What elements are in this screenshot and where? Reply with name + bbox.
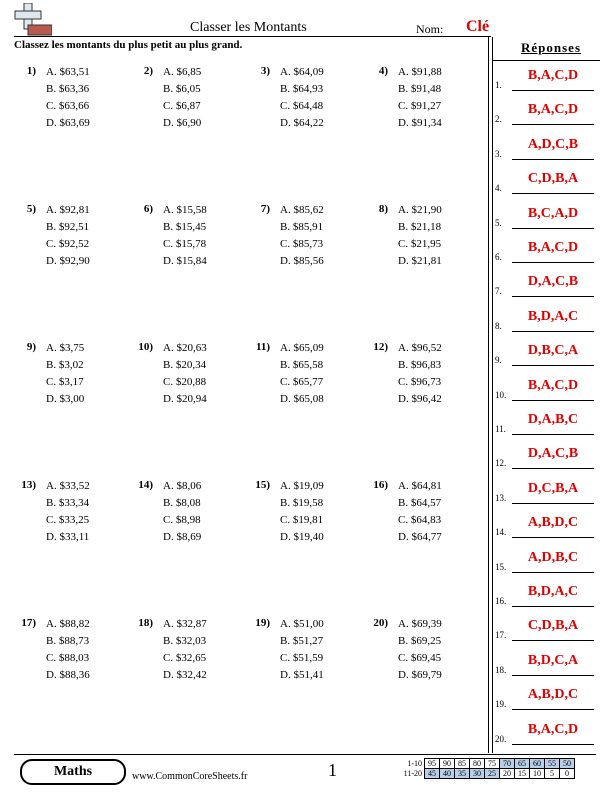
answer-value: B,A,C,D <box>527 377 579 393</box>
answer-value: B,A,C,D <box>527 721 579 737</box>
problem-option: C. $32,65 <box>163 652 207 664</box>
problem-number: 3) <box>260 65 270 77</box>
problem-option: A. $6,85 <box>163 66 202 78</box>
score-cell: 70 <box>500 759 515 769</box>
problem-option: C. $69,45 <box>398 652 442 664</box>
problem-option: D. $32,42 <box>163 669 207 681</box>
problem-option: B. $69,25 <box>398 635 442 647</box>
problem-option: A. $91,88 <box>398 66 442 78</box>
answer-line <box>512 537 594 538</box>
problem-option: A. $65,09 <box>280 342 324 354</box>
problem-option: D. $15,84 <box>163 255 207 267</box>
problem-option: D. $64,77 <box>398 531 442 543</box>
score-cell: 10 <box>530 769 545 779</box>
score-cell: 85 <box>455 759 470 769</box>
score-row-label: 11-20 <box>403 769 422 778</box>
problem-option: B. $8,08 <box>163 497 201 509</box>
score-cell: 60 <box>530 759 545 769</box>
problem-option: C. $91,27 <box>398 100 442 112</box>
problem-number: 11) <box>255 341 270 353</box>
problem-option: B. $33,34 <box>46 497 90 509</box>
problem-option: B. $64,93 <box>280 83 324 95</box>
footer-url: www.CommonCoreSheets.fr <box>132 771 248 782</box>
name-label: Nom: <box>416 22 444 36</box>
problem-option: C. $33,25 <box>46 514 90 526</box>
answer-number: 11. <box>495 424 506 434</box>
page-number: 1 <box>328 760 337 780</box>
answer-value: B,A,C,D <box>527 240 579 255</box>
answer-number: 1. <box>495 80 502 90</box>
answer-value: B,D,C,A <box>527 652 579 668</box>
score-cell: 15 <box>515 769 530 779</box>
score-cell: 80 <box>470 759 485 769</box>
problem-option: B. $92,51 <box>46 221 90 233</box>
problem-number: 7) <box>260 203 270 215</box>
answer-value: D,A,B,C <box>527 412 579 427</box>
problem-option: B. $85,91 <box>280 221 324 233</box>
problem-option: D. $19,40 <box>280 531 324 543</box>
problem-option: A. $64,81 <box>398 480 442 492</box>
answer-number: 8. <box>495 320 502 331</box>
answer-value: B,D,A,C <box>527 308 579 324</box>
score-table <box>392 758 575 779</box>
problem-option: D. $20,94 <box>163 393 207 405</box>
problem-option: A. $15,58 <box>163 204 207 216</box>
problem-option: B. $51,27 <box>280 635 324 647</box>
problem-option: D. $21,81 <box>398 255 442 267</box>
problem-option: B. $91,48 <box>398 83 442 95</box>
score-cell: 90 <box>440 759 455 769</box>
problem-option: A. $85,62 <box>280 204 324 216</box>
score-cell: 75 <box>485 759 500 769</box>
answer-value: A,D,B,C <box>527 549 579 565</box>
answer-line <box>512 606 594 607</box>
problem-number: 8) <box>378 203 388 215</box>
problem-option: D. $8,69 <box>163 531 202 543</box>
problem-number: 5) <box>26 203 36 215</box>
answer-number: 7. <box>495 286 502 297</box>
problem-option: C. $65,77 <box>280 376 324 388</box>
problem-option: C. $3,17 <box>46 376 84 388</box>
problem-number: 2) <box>143 65 153 77</box>
answer-number: 13. <box>495 492 507 503</box>
problem-option: C. $64,48 <box>280 100 324 112</box>
problem-option: B. $63,36 <box>46 83 90 95</box>
problem-option: D. $69,79 <box>398 669 442 681</box>
problem-option: A. $69,39 <box>398 618 442 630</box>
problem-option: B. $64,57 <box>398 497 442 509</box>
score-cell: 65 <box>515 759 530 769</box>
score-cell: 5 <box>545 769 560 779</box>
problem-option: B. $21,18 <box>398 221 442 233</box>
answer-line <box>512 228 594 229</box>
problem-option: C. $64,83 <box>398 514 442 526</box>
problem-option: D. $51,41 <box>280 669 324 681</box>
problem-option: D. $65,08 <box>280 393 324 405</box>
worksheet-title: Classer les Montants <box>190 20 307 35</box>
answer-value: A,B,D,C <box>527 515 579 531</box>
score-cell: 25 <box>485 769 500 779</box>
answer-number: 4. <box>495 183 502 194</box>
problem-option: C. $21,95 <box>398 238 442 250</box>
answer-number: 6. <box>495 252 502 262</box>
problem-option: A. $20,63 <box>163 342 207 354</box>
score-cell: 50 <box>560 759 575 769</box>
answer-value: A,D,C,B <box>527 136 579 152</box>
problem-option: C. $6,87 <box>163 100 201 112</box>
answer-line <box>512 400 594 401</box>
problem-number: 12) <box>373 341 388 353</box>
problem-number: 20) <box>373 617 388 629</box>
problem-option: A. $63,51 <box>46 66 90 78</box>
score-cell: 40 <box>440 769 455 779</box>
answer-line <box>512 159 594 160</box>
answer-number: 17. <box>495 630 507 641</box>
problem-option: D. $6,90 <box>163 117 202 129</box>
problem-option: D. $92,90 <box>46 255 90 267</box>
problem-option: D. $63,69 <box>46 117 90 129</box>
subject-badge: Maths <box>20 759 126 785</box>
problem-number: 18) <box>138 617 153 629</box>
problem-option: D. $33,11 <box>46 531 90 543</box>
problem-option: C. $51,59 <box>280 652 324 664</box>
score-row <box>392 759 575 769</box>
problem-number: 15) <box>255 479 270 491</box>
score-cell: 95 <box>425 759 440 769</box>
problem-option: B. $32,03 <box>163 635 207 647</box>
problem-option: D. $91,34 <box>398 117 442 129</box>
problem-number: 9) <box>26 341 36 353</box>
score-cell: 0 <box>560 769 575 779</box>
answer-line <box>512 434 594 435</box>
problem-option: A. $88,82 <box>46 618 90 630</box>
answer-value: B,D,A,C <box>527 584 579 599</box>
problem-number: 17) <box>21 617 36 629</box>
problem-option: B. $19,58 <box>280 497 324 509</box>
answers-title: Réponses <box>521 40 582 55</box>
problem-option: C. $88,03 <box>46 652 90 664</box>
answer-value: D,B,C,A <box>527 343 579 359</box>
problem-option: C. $85,73 <box>280 238 324 250</box>
answer-line <box>512 124 594 125</box>
answer-number: 9. <box>495 355 502 366</box>
problem-option: D. $88,36 <box>46 669 90 681</box>
problem-option: D. $96,42 <box>398 393 442 405</box>
problem-option: A. $8,06 <box>163 480 202 492</box>
problem-option: D. $64,22 <box>280 117 324 129</box>
footer-divider <box>14 754 596 755</box>
problem-number: 6) <box>143 203 153 215</box>
problem-option: A. $96,52 <box>398 342 442 354</box>
score-cell: 55 <box>545 759 560 769</box>
answer-line <box>512 262 594 263</box>
answer-value: B,C,A,D <box>527 205 579 221</box>
answer-number: 20. <box>495 733 507 744</box>
answer-number: 14. <box>495 527 507 538</box>
problem-option: B. $65,58 <box>280 359 324 371</box>
problem-option: B. $3,02 <box>46 359 84 371</box>
problem-option: A. $32,87 <box>163 618 207 630</box>
answer-number: 5. <box>495 217 502 228</box>
problem-option: D. $85,56 <box>280 255 324 267</box>
score-cell: 35 <box>455 769 470 779</box>
problem-option: B. $6,05 <box>163 83 201 95</box>
score-cell: 30 <box>470 769 485 779</box>
answer-number: 10. <box>495 389 507 400</box>
problem-number: 19) <box>255 617 270 629</box>
column-divider <box>492 37 493 753</box>
answer-line <box>512 709 594 710</box>
score-row-label: 1-10 <box>407 759 422 768</box>
answer-line <box>512 675 594 676</box>
answer-value: D,C,B,A <box>527 480 579 496</box>
answers-title-divider <box>492 60 600 61</box>
column-divider <box>488 37 489 753</box>
problem-option: C. $8,98 <box>163 514 201 526</box>
answer-value: D,A,C,B <box>527 446 579 462</box>
problem-option: C. $19,81 <box>280 514 324 526</box>
problem-option: B. $20,34 <box>163 359 207 371</box>
problem-number: 13) <box>21 479 36 491</box>
problem-number: 1) <box>26 65 36 77</box>
problem-option: A. $64,09 <box>280 66 324 78</box>
answer-line <box>512 744 594 745</box>
problem-option: A. $92,81 <box>46 204 90 216</box>
problem-option: B. $96,83 <box>398 359 442 371</box>
problem-option: A. $19,09 <box>280 480 324 492</box>
answer-line <box>512 90 594 91</box>
answer-value: C,D,B,A <box>527 618 579 634</box>
score-cell: 45 <box>425 769 440 779</box>
answer-number: 18. <box>495 664 507 675</box>
answer-value: A,B,D,C <box>527 687 579 703</box>
instructions: Classez les montants du plus petit au plus grand. <box>14 39 243 51</box>
answer-value: B,A,C,D <box>527 68 579 83</box>
problem-number: 4) <box>378 65 388 77</box>
answer-number: 16. <box>495 596 507 606</box>
answer-number: 2. <box>495 114 502 125</box>
problem-option: C. $92,52 <box>46 238 90 250</box>
answer-line <box>512 331 594 332</box>
problem-option: A. $51,00 <box>280 618 324 630</box>
problem-option: A. $33,52 <box>46 480 90 492</box>
answer-line <box>512 193 594 194</box>
problem-option: C. $96,73 <box>398 376 442 388</box>
answer-number: 19. <box>495 699 507 710</box>
problem-option: C. $63,66 <box>46 100 90 112</box>
problem-option: B. $88,73 <box>46 635 90 647</box>
answer-line <box>512 640 594 641</box>
problem-option: B. $15,45 <box>163 221 207 233</box>
plus-logo-icon <box>14 3 52 37</box>
answer-line <box>512 503 594 504</box>
answer-value: C,D,B,A <box>527 171 579 187</box>
answer-line <box>512 468 594 469</box>
answer-number: 12. <box>495 458 507 469</box>
score-cell: 20 <box>500 769 515 779</box>
problem-option: A. $21,90 <box>398 204 442 216</box>
score-row <box>392 769 575 779</box>
answer-line <box>512 572 594 573</box>
answer-number: 3. <box>495 148 502 159</box>
answer-value: D,A,C,B <box>527 274 579 290</box>
name-value: Clé <box>466 18 490 35</box>
problem-number: 10) <box>138 341 153 353</box>
problem-number: 14) <box>138 479 153 491</box>
header-divider <box>14 36 491 37</box>
answer-number: 15. <box>495 561 507 572</box>
answer-line <box>512 365 594 366</box>
problem-option: C. $20,88 <box>163 376 207 388</box>
answer-value: B,A,C,D <box>527 102 579 118</box>
problem-number: 16) <box>373 479 388 491</box>
problem-option: C. $15,78 <box>163 238 207 250</box>
problem-option: A. $3,75 <box>46 342 85 354</box>
problem-option: D. $3,00 <box>46 393 85 405</box>
answer-line <box>512 296 594 297</box>
